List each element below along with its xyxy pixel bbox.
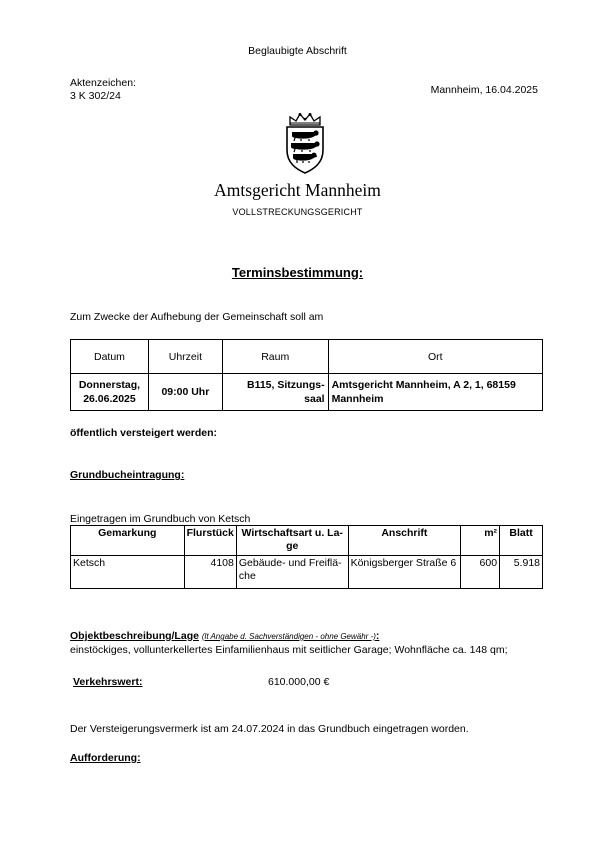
court-department: VOLLSTRECKUNGSGERICHT xyxy=(232,207,363,217)
coat-of-arms-icon xyxy=(279,112,331,174)
cell-uhrzeit: 09:00 Uhr xyxy=(148,374,222,411)
table-header-row xyxy=(71,340,543,374)
cell-raum xyxy=(222,374,328,411)
cell-gemarkung: Ketsch xyxy=(71,556,185,589)
objekt-note: (lt Angabe d. Sachverständigen - ohne Gewähr -) xyxy=(201,632,376,641)
header-raum: Raum xyxy=(222,340,328,374)
grundbuch-heading: Grundbucheintragung: xyxy=(70,469,185,481)
header-flurstueck: Flurstück xyxy=(184,526,236,556)
table-row xyxy=(71,556,543,589)
table-row xyxy=(71,374,543,411)
place-date: Mannheim, 16.04.2025 xyxy=(430,84,538,96)
header-gemarkung: Gemarkung xyxy=(71,526,185,556)
header-anschrift: Anschrift xyxy=(348,526,461,556)
cell-datum xyxy=(71,374,149,411)
verkehrswert-value: 610.000,00 € xyxy=(268,676,330,688)
cell-m2: 600 xyxy=(461,556,500,589)
verkehrswert-label: Verkehrswert: xyxy=(73,676,143,688)
grundbuch-table xyxy=(70,525,543,589)
aktenzeichen-value: 3 K 302/24 xyxy=(70,90,121,102)
ort-line-1: Amtsgericht Mannheim, A 2, 1, 68159 xyxy=(331,379,516,391)
grundbuch-text: Eingetragen im Grundbuch von Ketsch xyxy=(70,513,251,525)
intro-text: Zum Zwecke der Aufhebung der Gemeinschaft soll am xyxy=(70,311,324,323)
table-header-row xyxy=(71,526,543,556)
cell-blatt: 5.918 xyxy=(500,556,543,589)
objekt-title: Objektbeschreibung/Lage xyxy=(70,630,199,642)
header-wirtschaftsart xyxy=(236,526,348,556)
header-m2: m² xyxy=(461,526,500,556)
datum-line-1: Donnerstag, xyxy=(78,379,141,391)
header-uhrzeit: Uhrzeit xyxy=(148,340,222,374)
cell-wirtschaftsart xyxy=(236,556,348,589)
raum-line-2: saal xyxy=(304,393,325,405)
aufforderung-heading: Aufforderung: xyxy=(70,752,141,764)
objekt-colon: : xyxy=(375,630,380,642)
header-datum: Datum xyxy=(71,340,149,374)
wirtschaftsart-header-line-2: ge xyxy=(286,540,299,552)
objekt-text: einstöckiges, vollunterkellertes Einfamilienhaus mit seitlicher Garage; Wohnfläche ca. 148 qm; xyxy=(70,644,508,656)
wirtschaftsart-line-2: che xyxy=(238,570,256,582)
cell-anschrift: Königsberger Straße 6 xyxy=(348,556,461,589)
aktenzeichen-label: Aktenzeichen: xyxy=(70,77,136,89)
raum-line-1: B115, Sitzungs- xyxy=(246,379,325,391)
datum-line-2: 26.06.2025 xyxy=(83,393,136,405)
versteigert-text: öffentlich versteigert werden: xyxy=(70,427,218,439)
header-ort: Ort xyxy=(328,340,542,374)
page-title: Terminsbestimmung: xyxy=(231,265,364,280)
vermerk-text: Der Versteigerungsvermerk ist am 24.07.2024 in das Grundbuch eingetragen worden. xyxy=(70,723,469,735)
cell-flurstueck: 4108 xyxy=(184,556,236,589)
wirtschaftsart-header-line-1: Wirtschaftsart u. La- xyxy=(241,527,343,539)
document-title: Beglaubigte Abschrift xyxy=(248,45,347,57)
termin-table xyxy=(70,339,543,411)
cell-ort xyxy=(328,374,542,411)
objekt-heading xyxy=(70,630,379,642)
header-blatt: Blatt xyxy=(500,526,543,556)
wirtschaftsart-line-1: Gebäude- und Freiflä- xyxy=(238,557,342,569)
court-name: Amtsgericht Mannheim xyxy=(214,180,381,200)
ort-line-2: Mannheim xyxy=(331,393,384,405)
